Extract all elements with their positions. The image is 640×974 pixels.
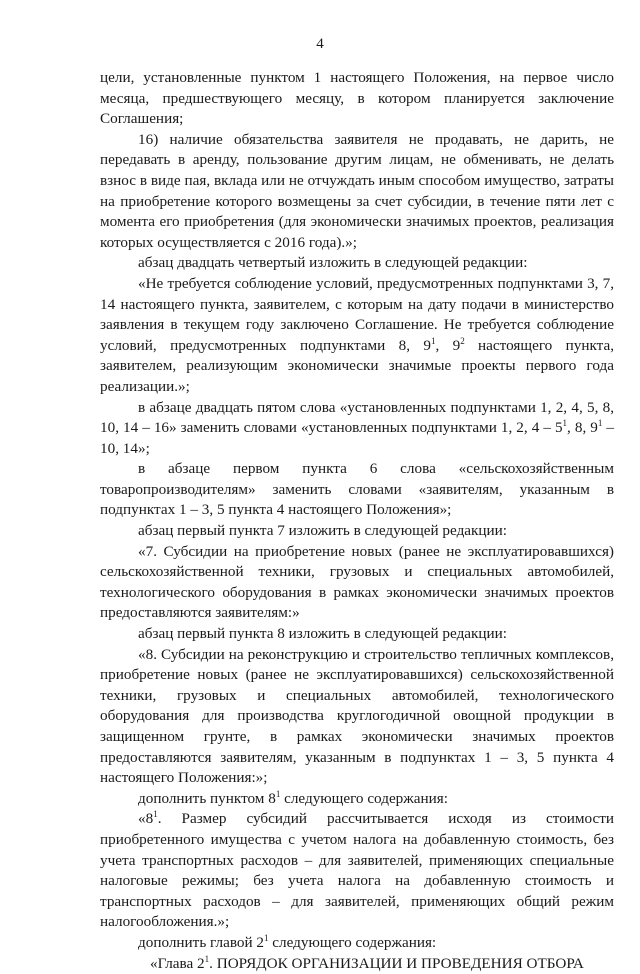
paragraph — [100, 459, 614, 521]
paragraph — [100, 809, 614, 933]
text-run: в абзаце первом пункта 6 слова «сельскохозяйственным товаропроизводителям» заменить словами «заявителям, указанным в подпунктах 1 – 3, 5 пункта 4 настоящего Положения»; — [100, 460, 614, 519]
text-run: абзац двадцать четвертый изложить в следующей редакции: — [138, 254, 528, 272]
paragraph — [100, 68, 614, 130]
text-run: абзац первый пункта 7 изложить в следующей редакции: — [138, 522, 508, 540]
text-run: «7. Субсидии на приобретение новых (ранее не эксплуатировавшихся) сельскохозяйственной техники, грузовых и специальных автомобилей, технологического оборудования в рамках экономически значимых проектов предоставляются заявителям:» — [100, 542, 614, 622]
superscript: 1 — [204, 953, 210, 964]
superscript: 2 — [460, 335, 465, 346]
text-run: 16) наличие обязательства заявителя не продавать, не дарить, не передавать в аренду, пользование другим лицам, не обменивать, не делать взнос в виде пая, вклада или не отчуждать иным способом имущество, затраты на приобретение которого возмещены за счет субсидии, в течение пяти лет с момента его приобретения (для экономически значимых проектов, реализация которых осуществляется с 2016 года).»; — [100, 130, 614, 251]
text-run: следующего содержания: — [268, 933, 437, 951]
paragraph — [100, 624, 614, 645]
text-run: – 10, 14»; — [100, 419, 614, 457]
text-run: «Не требуется соблюдение условий, предусмотренных подпунктами 3, 7, 14 настоящего пункта, заявителем, с которым на дату подачи в министерство заявления в текущем году заключено Соглашение. Не требуется соблюдение условий, предусмотренных подпунктами 8, 9 — [100, 274, 614, 354]
text-run: в абзаце двадцать пятом слова «установленных подпунктами 1, 2, 4, 5, 8, 10, 14 – 16» заменить словами «установленных подпунктами 1, 2, 4 – 5 — [100, 398, 614, 437]
superscript: 1 — [597, 418, 603, 429]
text-run: , 8, 9 — [567, 419, 598, 437]
text-run: , 9 — [435, 336, 461, 354]
paragraph — [100, 253, 614, 274]
text-run: дополнить пунктом 8 — [138, 789, 276, 807]
paragraph — [100, 130, 614, 254]
page-number: 4 — [316, 36, 324, 52]
chapter-heading — [100, 954, 614, 974]
document-body — [100, 68, 614, 974]
text-run: абзац первый пункта 8 изложить в следующей редакции: — [138, 625, 508, 643]
text-run: настоящего пункта, заявителем, реализующим экономически значимые проекты первого года реализации.»; — [100, 336, 614, 395]
paragraph — [100, 933, 614, 954]
paragraph — [100, 542, 614, 624]
superscript: 1 — [562, 418, 568, 429]
text-run: «Глава 2 — [150, 954, 205, 972]
paragraph — [100, 645, 614, 789]
text-run: . ПОРЯДОК ОРГАНИЗАЦИИ И ПРОВЕДЕНИЯ ОТБОРА — [209, 954, 584, 972]
text-run: следующего содержания: — [280, 789, 448, 807]
text-run: «8. Субсидии на реконструкцию и строительство тепличных комплексов, приобретение новых (ранее не эксплуатировавшихся) сельскохозяйственной техники, грузовых и специальных автомобилей, технологического оборудования для производства круглогодичной овощной продукции в защищенном грунте, в рамках экономически значимых проектов предоставляются заявителям, указанным в подпунктах 1 – 3, 5 пункта 4 настоящего Положения:»; — [100, 645, 614, 787]
text-run: . Размер субсидий рассчитывается исходя из стоимости приобретенного имущества с учетом налога на добавленную стоимость, без учета транспортных расходов – для заявителей, применяющих специальные налоговые режимы; без учета налога на добавленную стоимость и транспортных расходов – для заявителей, применяющих общий режим налогообложения.»; — [100, 810, 614, 931]
superscript: 1 — [430, 335, 436, 346]
text-run: цели, установленные пунктом 1 настоящего Положения, на первое число месяца, предшествующего месяцу, в котором планируется заключение Соглашения; — [100, 69, 614, 128]
superscript: 1 — [275, 788, 281, 799]
paragraph — [100, 274, 614, 398]
superscript: 1 — [153, 809, 158, 820]
paragraph — [100, 521, 614, 542]
text-run: дополнить главой 2 — [138, 933, 264, 951]
paragraph — [100, 789, 614, 810]
text-run: «8 — [138, 810, 154, 828]
paragraph — [100, 398, 614, 460]
superscript: 1 — [264, 932, 269, 943]
